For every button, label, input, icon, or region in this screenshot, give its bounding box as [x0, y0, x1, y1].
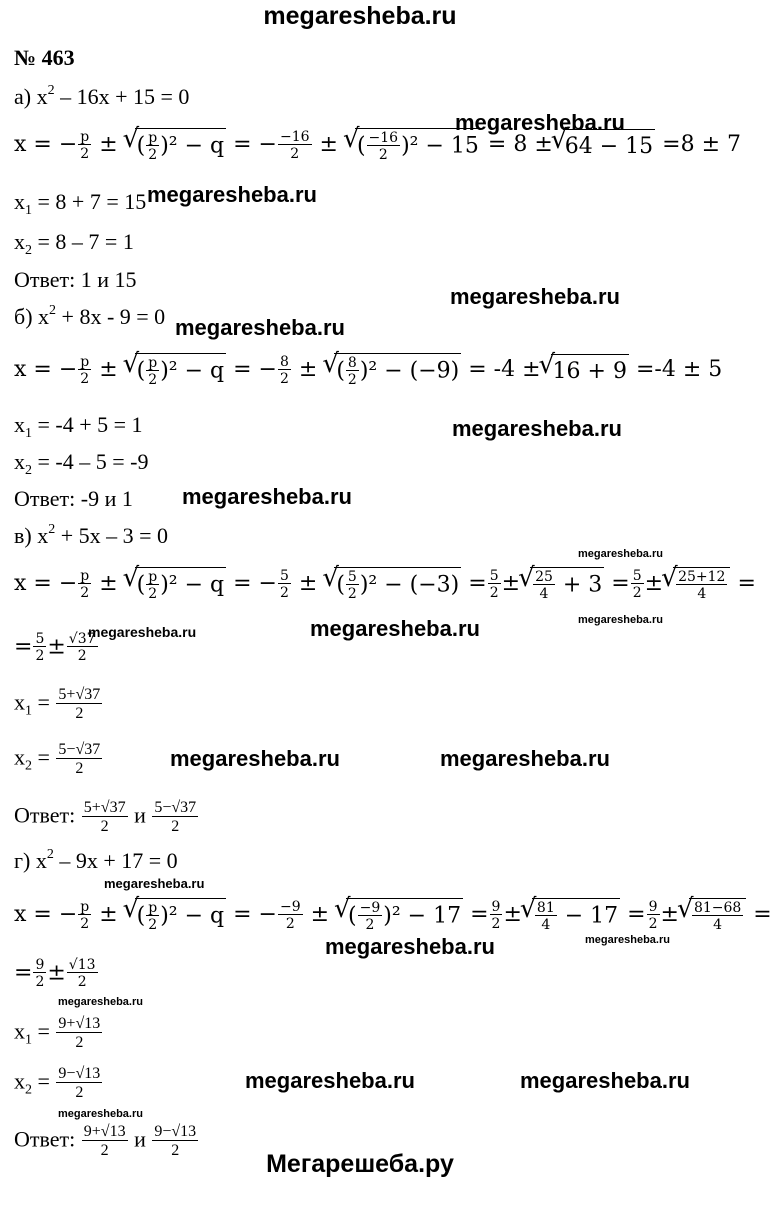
watermark: megaresheba.ru	[58, 1108, 143, 1120]
watermark: megaresheba.ru	[325, 934, 495, 959]
part-d-simplified: = $\frac{9}{2}$ ± $\frac{√13}{2}$	[14, 957, 96, 990]
watermark: megaresheba.ru	[440, 746, 610, 771]
problem-number: № 463	[14, 45, 75, 70]
header-site-title[interactable]: megaresheba.ru	[263, 2, 457, 30]
watermark: megaresheba.ru	[58, 996, 143, 1008]
part-c-simplified: = $\frac{5}{2}$ ± $\frac{√37}{2}$	[14, 631, 96, 664]
watermark: megaresheba.ru	[170, 746, 340, 771]
watermark: megaresheba.ru	[310, 616, 480, 641]
part-b-equation: б) $x^2 + 8x - 9 = 0$	[14, 303, 166, 329]
part-b-answer: Ответ: -9 и 1	[14, 486, 133, 511]
part-a-equation: а) $x^2 - 16x + 15 = 0$	[14, 83, 190, 109]
part-d-x2: $x_2$ = $\frac{9-√13}{2}$	[14, 1065, 101, 1101]
watermark: megaresheba.ru	[578, 614, 663, 626]
part-a-x1: $x_1 = 8 + 7 = 15$	[14, 189, 147, 218]
watermark: megaresheba.ru	[88, 624, 197, 640]
watermark: megaresheba.ru	[450, 284, 620, 309]
watermark: megaresheba.ru	[585, 934, 670, 946]
part-c-x2: $x_2$ = $\frac{5-√37}{2}$	[14, 741, 101, 777]
part-d-answer: Ответ: $\frac{9+√13}{2}$ и $\frac{9-√13}{2}$	[14, 1123, 197, 1159]
watermark: megaresheba.ru	[520, 1068, 690, 1093]
part-c-formula: x = − $\frac{p}{2}$ ± √ ( $\frac{p}{2}$ )² − q = − $\frac{5}{2}$ ± √ ( $\frac{5}{2}$ )² − (−3) = $\frac{5}{2}$ ± √ $\frac{25}{4}$ + 3 = $\frac{5}{2}$ ± √ $\frac{25+12}{4}$ =	[14, 567, 756, 601]
footer-site-title[interactable]: Мегарешеба.ру	[266, 1150, 454, 1178]
part-d-equation: г) $x^2 - 9x + 17 = 0$	[14, 847, 178, 873]
watermark: megaresheba.ru	[578, 548, 663, 560]
part-a-x2: $x_2 = 8 - 7 = 1$	[14, 229, 134, 258]
part-a-answer: Ответ: 1 и 15	[14, 267, 137, 292]
watermark: megaresheba.ru	[455, 110, 625, 135]
watermark: megaresheba.ru	[104, 876, 205, 891]
watermark: megaresheba.ru	[147, 182, 317, 207]
part-c-x1: $x_1$ = $\frac{5+√37}{2}$	[14, 686, 101, 722]
part-b-x1: $x_1 = -4 + 5 = 1$	[14, 412, 143, 441]
part-b-formula: x = − $\frac{p}{2}$ ± √ ( $\frac{p}{2}$ )² − q = − $\frac{8}{2}$ ± √ ( $\frac{8}{2}$ )² − (−9) = -4 ±√ 16 + 9 =-4 ± 5	[14, 353, 722, 387]
part-c-equation: в) $x^2 + 5x - 3 = 0$	[14, 522, 169, 548]
watermark: megaresheba.ru	[175, 315, 345, 340]
watermark: megaresheba.ru	[245, 1068, 415, 1093]
part-d-formula: x = − $\frac{p}{2}$ ± √ ( $\frac{p}{2}$ )² − q = − $\frac{-9}{2}$ ± √ ( $\frac{-9}{2}$ )² − 17 = $\frac{9}{2}$ ± √ $\frac{81}{4}$ − 17 = $\frac{9}{2}$ ± √ $\frac{81-68}{4}$ =	[14, 898, 772, 932]
part-c-answer: Ответ: $\frac{5+√37}{2}$ и $\frac{5-√37}{2}$	[14, 799, 197, 835]
watermark: megaresheba.ru	[182, 484, 352, 509]
part-d-x1: $x_1$ = $\frac{9+√13}{2}$	[14, 1015, 101, 1051]
part-b-x2: $x_2 = -4 - 5 = -9$	[14, 449, 149, 478]
watermark: megaresheba.ru	[452, 416, 622, 441]
part-a-formula: x = − $\frac{p}{2}$ ± √ ( $\frac{p}{2}$ )² − q = − $\frac{-16}{2}$ ± √ ( $\frac{-16}{2}$ )² − 15 = 8 ±√ 64 − 15 =8 ± 7	[14, 128, 741, 162]
